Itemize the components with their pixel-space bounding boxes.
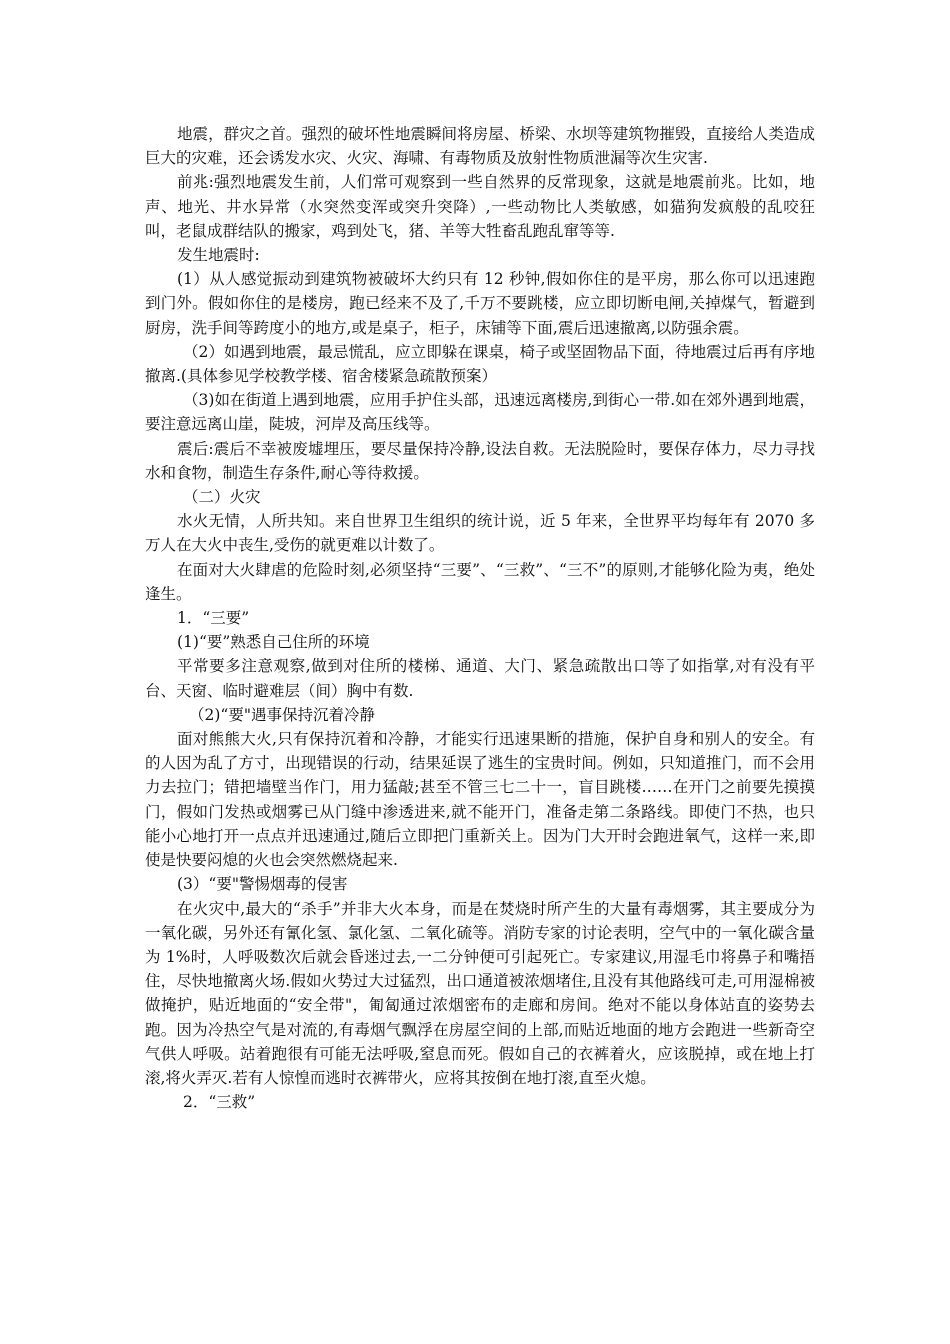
paragraph-earthquake-precursors: 前兆:强烈地震发生前，人们常可观察到一些自然界的反常现象，这就是地震前兆。比如，地声、地光、井水异常（水突然变浑或突升突降）,一些动物比人类敏感，如猫狗发疯般的乱咬狂叫，老鼠成群结队的搬家，鸡到处飞，猪、羊等大牲畜乱跑乱窜等等. <box>145 173 815 240</box>
paragraph-after-earthquake: 震后:震后不幸被废墟埋压，要尽量保持冷静,设法自救。无法脱险时，要保存体力，尽力寻找水和食物，制造生存条件,耐心等待救援。 <box>145 439 815 482</box>
paragraph-stay-calm: 面对熊熊大火,只有保持沉着和冷静，才能实行迅速果断的措施，保护自身和别人的安全。有的人因为乱了方寸，出现错误的行动，结果延误了逃生的宝贵时间。例如，只知道推门，而不会用力去拉门；错把墙壁当作门，用力猛敲;甚至不管三七二十一，盲目跳楼……在开门之前要先摸摸门，假如门发热或烟雾已从门缝中渗透进来,就不能开门，准备走第二条路线。即使门不热，也只能小心地打开一点点并迅速通过,随后立即把门重新关上。因为门大开时会跑进氧气，这样一来,即使是快要闷熄的火也会突然燃烧起来. <box>145 730 815 870</box>
subheading-three-musts: 1．“三要” <box>177 609 250 628</box>
paragraph-earthquake-item-1: (1）从人感觉振动到建筑物被破坏大约只有 12 秒钟,假如你住的是平房，那么你可以迅速跑到门外。假如你住的是楼房，跑已经来不及了,千万不要跳楼，应立即切断电闸,关掉煤气，暂避到厨房，洗手间等跨度小的地方,或是桌子，柜子，床铺等下面,震后迅速撤离,以防强余震。 <box>145 270 815 337</box>
paragraph-fire-intro: 水火无情，人所共知。来自世界卫生组织的统计说，近 5 年来，全世界平均每年有 2070 多万人在大火中丧生,受伤的就更难以计数了。 <box>145 512 815 555</box>
item-heading-beware-smoke: (3）“要"警惕烟毒的侵害 <box>177 875 348 894</box>
paragraph-during-earthquake-heading: 发生地震时: <box>177 246 260 265</box>
paragraph-know-environment: 平常要多注意观察,做到对住所的楼梯、通道、大门、紧急疏散出口等了如指掌,对有没有平台、天窗、临时避难层（间）胸中有数. <box>145 657 815 700</box>
subheading-three-rescues: 2．“三救” <box>183 1093 256 1112</box>
document-body <box>145 122 815 1114</box>
item-heading-know-environment: (1)“要”熟悉自己住所的环境 <box>177 633 370 652</box>
section-heading-fire: （二）火灾 <box>183 488 261 507</box>
paragraph-earthquake-item-3: （3)如在街道上遇到地震，应用手护住头部，迅速远离楼房,到街心一带.如在郊外遇到地震，要注意远离山崖，陡坡，河岸及高压线等。 <box>145 391 815 434</box>
paragraph-beware-smoke: 在火灾中,最大的“杀手”并非大火本身，而是在焚烧时所产生的大量有毒烟雾，其主要成分为一氧化碳，另外还有氰化氢、氯化氢、二氧化硫等。消防专家的讨论表明，空气中的一氧化碳含量为 1%时，人呼吸数次后就会昏迷过去,一二分钟便可引起死亡。专家建议,用湿毛巾将鼻子和嘴捂住，尽快地撤离火场.假如火势过大过猛烈，出口通道被浓烟堵住,且没有其他路线可走,可用湿棉被做掩护，贴近地面的“安全带"，匍匐通过浓烟密布的走廊和房间。绝对不能以身体站直的姿势去跑。因为冷热空气是对流的,有毒烟气飘浮在房屋空间的上部,而贴近地面的地方会跑进一些新奇空气供人呼吸。站着跑很有可能无法呼吸,窒息而死。假如自己的衣裤着火，应该脱掉，或在地上打滚,将火弄灭.若有人惊惶而逃时衣裤带火，应将其按倒在地打滚,直至火熄。 <box>145 899 815 1087</box>
paragraph-earthquake-item-2: （2）如遇到地震，最忌慌乱，应立即躲在课桌，椅子或坚固物品下面，待地震过后再有序地撤离.(具体参见学校教学楼、宿舍楼紧急疏散预案） <box>145 342 815 386</box>
paragraph-earthquake-intro: 地震，群灾之首。强烈的破坏性地震瞬间将房屋、桥梁、水坝等建筑物摧毁，直接给人类造成巨大的灾难，还会诱发水灾、火灾、海啸、有毒物质及放射性物质泄漏等次生灾害. <box>145 125 815 168</box>
item-heading-stay-calm: （2)“要"遇事保持沉着冷静 <box>189 705 375 724</box>
paragraph-fire-principles: 在面对大火肆虐的危险时刻,必须坚持“三要”、“三救”、“三不”的原则,才能够化险为夷，绝处逢生。 <box>145 560 815 603</box>
